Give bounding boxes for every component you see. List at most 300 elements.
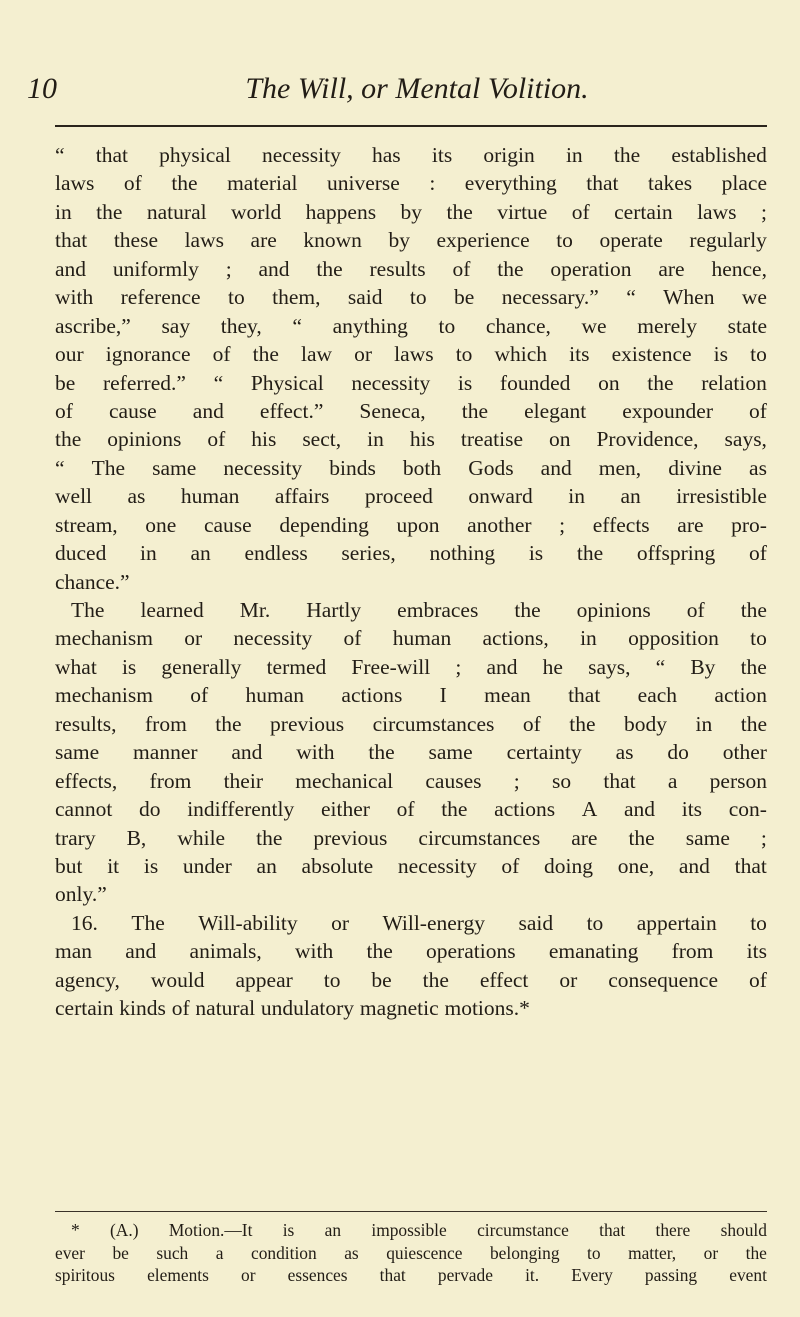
word: from [671,939,714,964]
text-line [55,198,767,226]
word: relation [701,370,767,395]
word: has [372,143,401,167]
word: with [55,285,94,310]
word: to [455,342,473,367]
word: of [452,256,471,281]
word: said [518,910,554,935]
word: them, [272,285,321,310]
word: duced [55,541,107,566]
word: necessity [233,626,313,651]
word: his [409,427,435,452]
word: stream, [55,512,118,537]
word: ignorance [105,342,191,367]
word: human [392,626,452,651]
word: is [528,541,544,566]
word: do [139,797,161,822]
word: The [71,598,105,622]
word: the [740,711,767,736]
word: of [686,598,705,622]
text-line [55,568,767,596]
text-line [55,425,767,453]
word: operate [599,228,663,253]
word: the [252,342,279,367]
word: in [568,484,585,509]
word: Free-will [351,654,431,679]
word: that [734,853,767,878]
text-line [55,369,767,397]
word: the [647,370,674,395]
word: reference [120,285,201,310]
word: is [713,342,729,367]
word: either [320,797,370,822]
word: absolute [301,853,374,878]
word: Hartly [306,598,362,622]
word: and [623,797,656,822]
word: belonging [489,1242,560,1263]
word: ; [455,654,462,679]
word: its [431,143,453,167]
word: Providence, [596,427,699,452]
word: the [461,398,489,423]
word: on [548,427,571,452]
word: material [227,171,298,196]
word: one [145,512,177,537]
word: an [324,1220,342,1240]
word: con- [728,797,767,822]
word: certainty [506,740,582,765]
word: natural [146,199,207,224]
word: its [681,797,703,822]
word: or [354,342,373,367]
word: our [55,342,84,367]
word: “ [55,143,65,167]
text-line [55,966,767,994]
word: same [152,455,197,480]
word: same [55,740,100,765]
word: actions, [482,626,549,651]
word: pro- [731,512,767,537]
word: Seneca, [359,398,426,423]
word: human [180,484,240,509]
text-line [55,624,767,652]
word: passing [644,1265,698,1285]
text-line [55,283,767,311]
word: matter, [628,1242,677,1263]
word: “ [655,654,666,679]
word: the [576,541,604,566]
word: ever [55,1242,85,1263]
word: to [750,626,767,651]
footnote-line [55,1219,767,1242]
word: the [446,199,473,224]
text-line [55,397,767,425]
word: indifferently [187,797,295,822]
word: and [540,455,572,480]
word: event [729,1265,767,1285]
word: doing [544,853,594,878]
word: agency, [55,967,120,992]
word: mechanism [55,626,153,651]
word: are [677,512,704,537]
word: opinions [576,598,651,622]
word: affairs [274,484,330,509]
word: be [454,285,475,310]
word: the [256,825,283,850]
word: person [709,768,767,793]
word: world [231,199,282,224]
word: manner [133,740,198,765]
word: learned [140,598,204,622]
word: 16. [71,910,98,935]
word: existence [611,342,692,367]
word: laws [55,171,95,196]
text-line [55,738,767,766]
footnote-rule [55,1211,767,1212]
word: the [96,199,123,224]
word: laws [394,342,434,367]
word: so [551,768,572,793]
word: undulatory [260,996,355,1021]
word: they, [220,313,262,338]
word: same [428,740,473,765]
word: previous [313,825,388,850]
word: is [457,370,473,395]
word: expounder [622,398,713,423]
word: as [749,455,767,480]
word: merely [637,313,697,338]
word: elements [147,1265,209,1285]
word: while [177,825,226,850]
word: depending [279,512,369,537]
text-line [55,852,767,880]
word: with [295,939,334,964]
word: that [568,683,601,708]
word: embraces [397,598,479,622]
word: its [746,939,767,964]
word: irresistible [676,484,767,509]
word: the [569,711,596,736]
word: appear [235,967,293,992]
footnote-line [55,1264,767,1287]
word: of [171,996,190,1021]
word: in [55,199,72,224]
word: opposition [628,626,719,651]
word: “ [213,370,224,395]
word: ; [513,768,520,793]
word: circumstance [477,1220,569,1240]
word: ; [225,256,232,281]
word: the [613,143,641,167]
text-line [55,937,767,965]
word: results, [55,711,117,736]
word: magnetic [359,996,439,1021]
word: the [740,598,767,622]
word: Will-energy [382,910,486,935]
word: is [121,654,137,679]
word: quiescence [386,1242,463,1263]
word: in [565,143,583,167]
word: as [615,740,634,765]
text-line [55,511,767,539]
word: animals, [189,939,262,964]
word: and [258,256,290,281]
word: established [671,143,767,167]
word: uniformly [112,256,199,281]
word: should [720,1220,767,1240]
word: we [741,285,767,310]
word: the [316,256,343,281]
word: of [212,342,231,367]
word: circumstances [418,825,541,850]
word: happens [305,199,377,224]
word: human [245,683,305,708]
word: regularly [689,228,767,253]
word: that [586,171,619,196]
text-line [55,482,767,510]
word: of [748,967,767,992]
word: the [171,171,198,196]
word: but [55,853,83,878]
word: offspring [636,541,716,566]
word: the [745,1242,767,1263]
word: operations [426,939,516,964]
word: it. [525,1265,540,1285]
word: upon [396,512,440,537]
word: generally [161,654,242,679]
word: that [603,768,636,793]
word: man [55,939,93,964]
word: mechanical [295,768,394,793]
text-line [55,681,767,709]
word: the [422,967,449,992]
word: each [637,683,678,708]
word: effects, [55,768,118,793]
word: opinions [107,427,182,452]
word: ; [559,512,566,537]
word: and [486,654,518,679]
text-line [55,226,767,254]
word: Motion.—It [168,1220,253,1240]
text-line [55,454,767,482]
word: from [145,711,187,736]
text-line [55,795,767,823]
word: to [323,967,341,992]
word: B, [126,825,147,850]
word: necessity [397,853,477,878]
word: onward [468,484,533,509]
word: of [501,853,520,878]
word: natural [195,996,256,1021]
word: A [581,797,598,822]
word: an [256,853,277,878]
word: from [149,768,192,793]
word: cause [203,512,252,537]
word: by [400,199,423,224]
word: of [55,398,73,423]
word: we [581,313,607,338]
word: effect.” [259,398,324,423]
word: chance, [485,313,551,338]
word: cause [108,398,157,423]
word: Mr. [239,598,271,622]
word: men, [598,455,642,480]
word: necessity [351,370,431,395]
word: and [55,256,87,281]
word: that [599,1220,626,1240]
word: be [55,370,76,395]
word: endless [244,541,308,566]
word: there [655,1220,691,1240]
word: to [438,313,456,338]
word: he [542,654,563,679]
word: certain [55,996,114,1021]
word: the [368,740,395,765]
word: the [215,711,242,736]
word: says, [724,427,767,452]
text-line [55,824,767,852]
word: these [113,228,158,253]
word: hence, [711,256,767,281]
word: By [690,654,716,679]
word: spiritous [55,1265,115,1285]
word: action [714,683,767,708]
word: be [371,967,392,992]
text-line [55,653,767,681]
word: is [282,1220,295,1240]
word: of [749,398,767,423]
word: actions [341,683,403,708]
word: do [667,740,689,765]
word: would [150,967,205,992]
word: referred.” [102,370,186,395]
word: the [514,598,541,622]
word: a [215,1242,224,1263]
word: chance.” [55,569,130,594]
word: one, [617,853,655,878]
word: “ [55,455,65,480]
text-line [55,880,767,908]
word: termed [266,654,327,679]
word: and [192,398,224,423]
word: motions.* [444,996,530,1021]
text-line [55,909,767,937]
page-number: 10 [27,72,57,105]
word: the [55,427,82,452]
word: Physical [250,370,324,395]
word: of [748,541,767,566]
word: on [598,370,620,395]
word: The [91,455,126,480]
word: “ [626,285,636,310]
word: physical [159,143,231,167]
word: appertain [636,910,717,935]
word: pervade [437,1265,493,1285]
word: divine [668,455,722,480]
word: elegant [524,398,587,423]
word: of [343,626,362,651]
word: or [559,967,578,992]
word: of [571,199,590,224]
word: other [722,740,767,765]
word: “ [292,313,302,338]
word: its [569,342,590,367]
word: kinds [119,996,166,1021]
word: well [55,484,93,509]
footnote [55,1219,767,1287]
word: such [156,1242,189,1263]
word: law [301,342,333,367]
word: known [303,228,362,253]
text-line [55,596,767,624]
word: and [231,740,263,765]
word: the [740,654,767,679]
word: are [571,825,598,850]
word: be [112,1242,129,1263]
running-title: The Will, or Mental Volition. [245,72,589,105]
word: Will-ability [198,910,298,935]
word: Gods [468,455,514,480]
word: anything [332,313,408,338]
word: an [620,484,641,509]
word: are [658,256,685,281]
header-rule [55,125,767,127]
word: of [123,171,142,196]
word: consequence [608,967,719,992]
word: treatise [460,427,523,452]
word: state [727,313,767,338]
text-line [55,169,767,197]
word: place [721,171,767,196]
word: virtue [497,199,548,224]
word: it [107,853,120,878]
word: the [366,939,393,964]
word: a [667,768,678,793]
word: ; [760,199,767,224]
word: that [55,228,88,253]
word: circumstances [372,711,495,736]
word: or [241,1265,256,1285]
text-line [55,340,767,368]
word: to [227,285,245,310]
word: I [439,683,447,708]
word: to [750,910,767,935]
word: (A.) [110,1220,139,1240]
word: operation [550,256,632,281]
word: to [409,285,427,310]
word: laws [184,228,224,253]
word: as [344,1242,359,1263]
word: Every [571,1265,613,1285]
word: both [402,455,442,480]
word: only.” [55,882,107,907]
word: essences [287,1265,348,1285]
word: that [379,1265,406,1285]
text-line [55,710,767,738]
word: cannot [55,797,113,822]
word: the [628,825,655,850]
word: or [331,910,349,935]
word: to [556,228,573,253]
word: say [161,313,191,338]
word: mechanism [55,683,153,708]
word: to [750,342,767,367]
word: sect, [302,427,342,452]
word: says, [588,654,631,679]
word: causes [425,768,482,793]
word: in [367,427,384,452]
word: his [251,427,277,452]
text-line [55,539,767,567]
